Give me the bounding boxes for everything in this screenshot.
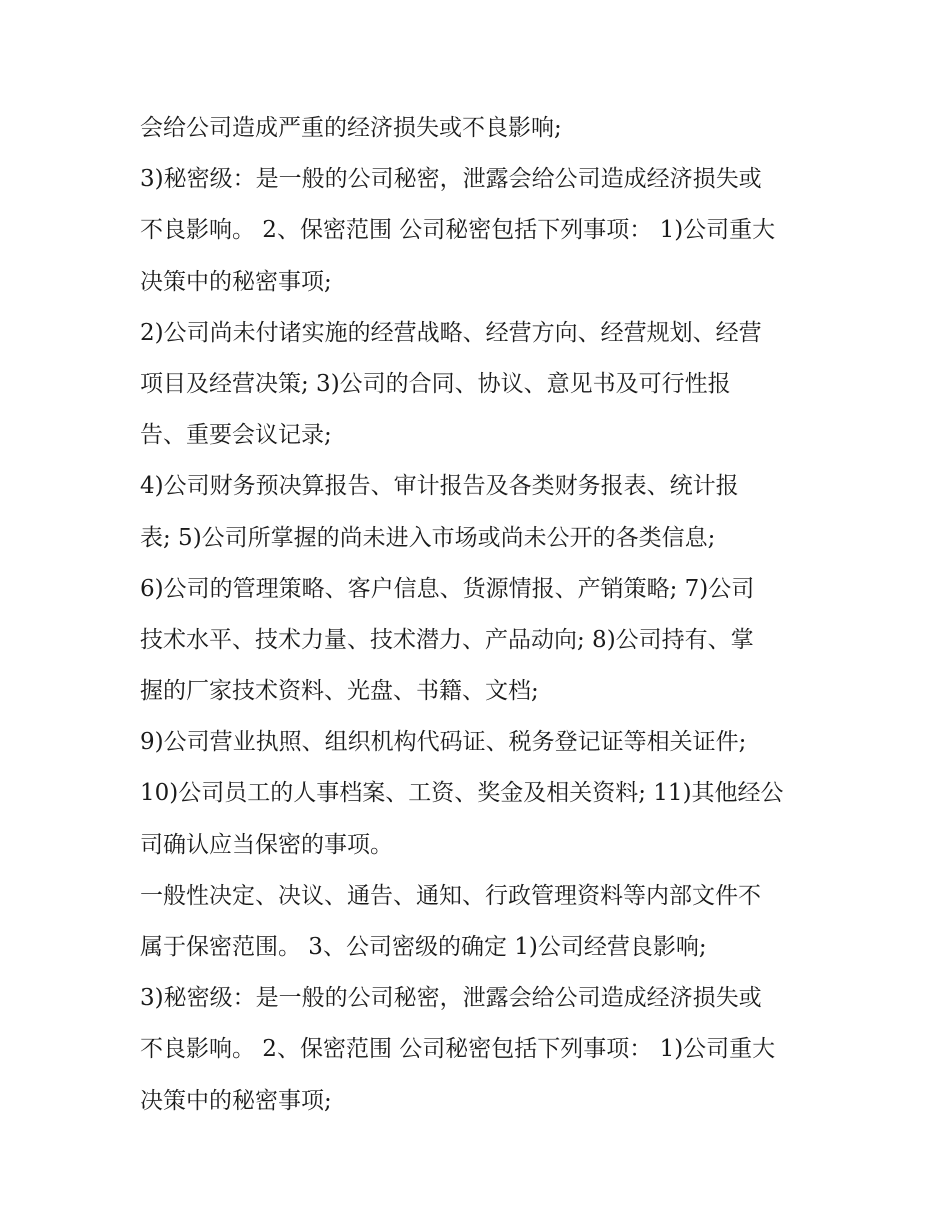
text-line: 3)秘密级：是一般的公司秘密，泄露会给公司造成经济损失或 — [140, 985, 762, 1012]
text-line: 决策中的秘密事项; — [140, 1087, 332, 1114]
text-line: 告、重要会议记录; — [140, 422, 332, 449]
text-line: 不良影响。 2、保密范围 公司秘密包括下列事项： 1)公司重大 — [140, 1036, 776, 1063]
text-line: 一般性决定、决议、通告、通知、行政管理资料等内部文件不 — [140, 882, 761, 909]
text-line: 9)公司营业执照、组织机构代码证、税务登记证等相关证件; — [140, 729, 747, 756]
text-line: 技术水平、技术力量、技术潜力、产品动向; 8)公司持有、掌 — [140, 626, 754, 653]
text-line: 10)公司员工的人事档案、工资、奖金及相关资料; 11)其他经公 — [140, 780, 784, 807]
text-line: 握的厂家技术资料、光盘、书籍、文档; — [140, 678, 539, 705]
text-line: 项目及经营决策; 3)公司的合同、协议、意见书及可行性报 — [140, 370, 731, 397]
text-line: 4)公司财务预决算报告、审计报告及各类财务报表、统计报 — [140, 473, 739, 500]
text-line: 会给公司造成严重的经济损失或不良影响; — [140, 115, 562, 141]
document-body — [140, 103, 820, 1127]
text-line: 2)公司尚未付诸实施的经营战略、经营方向、经营规划、经营 — [140, 319, 762, 346]
text-line: 6)公司的管理策略、客户信息、货源情报、产销策略; 7)公司 — [140, 575, 755, 602]
text-line: 决策中的秘密事项; — [140, 268, 332, 295]
text-line: 3)秘密级：是一般的公司秘密，泄露会给公司造成经济损失或 — [140, 166, 762, 193]
text-line: 不良影响。 2、保密范围 公司秘密包括下列事项： 1)公司重大 — [140, 217, 776, 244]
text-line: 司确认应当保密的事项。 — [140, 831, 393, 858]
text-line: 属于保密范围。 3、公司密级的确定 1)公司经营良影响; — [140, 934, 707, 960]
text-line: 表; 5)公司所掌握的尚未进入市场或尚未公开的各类信息; — [140, 524, 716, 551]
